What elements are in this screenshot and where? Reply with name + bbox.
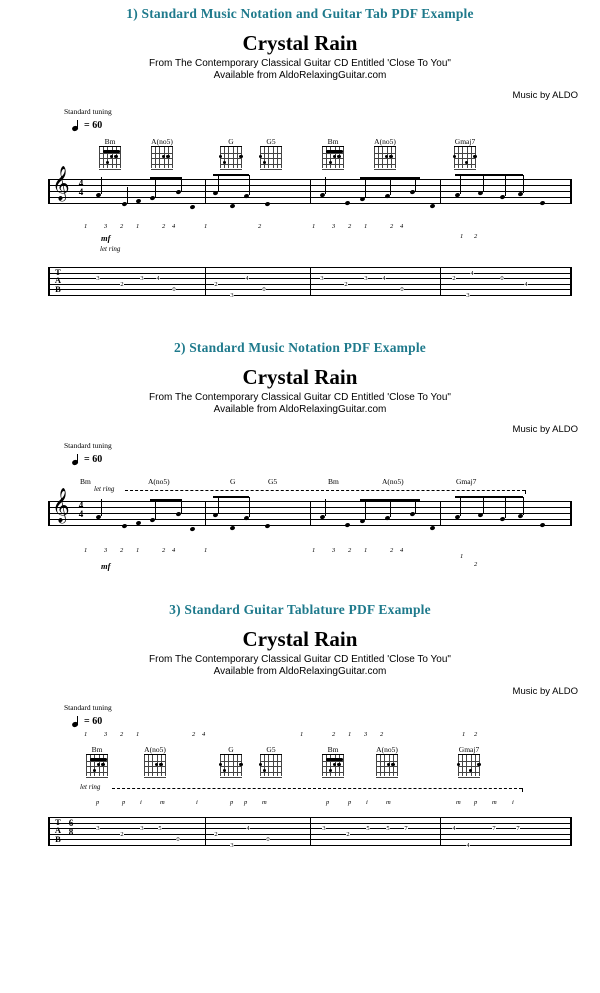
section-1-tempo-value: = 60 [84, 120, 103, 131]
tab-number: 4 [466, 841, 470, 849]
chord-diagram [82, 745, 112, 776]
fingering: 1 [300, 731, 304, 738]
chord-name: G5 [266, 137, 276, 146]
pima-mark: i [366, 799, 368, 806]
let-ring-label: let ring [100, 245, 121, 253]
tab-number: 4 [245, 275, 249, 282]
pima-mark: p [474, 799, 478, 806]
fingering: 1 [460, 553, 464, 560]
tab-number: 3 [364, 275, 368, 282]
tab-number: 0 [400, 286, 404, 293]
chord-diagram [258, 137, 284, 168]
note [429, 203, 435, 209]
chord-grid [260, 754, 282, 776]
chord-name: G [228, 745, 234, 754]
note-stem [390, 177, 391, 195]
pima-mark: m [160, 799, 165, 806]
tab-barline-end [570, 817, 572, 845]
pima-mark: p [230, 799, 234, 806]
note-stem [505, 175, 506, 196]
section-1 [0, 0, 600, 340]
pima-mark: p [348, 799, 352, 806]
chord-diagram [218, 137, 244, 168]
section-1-subtitle-line2: Available from AldoRelaxingGuitar.com [213, 70, 387, 81]
beam [150, 499, 182, 501]
chord-grid [454, 146, 476, 168]
time-signature-top: 6 [68, 818, 74, 828]
barline-start [48, 179, 50, 203]
note [189, 526, 195, 532]
chord-name: G5 [268, 477, 278, 486]
beam [213, 496, 249, 498]
chord-diagram [452, 745, 486, 776]
section-3-credit: Music by ALDO [512, 686, 578, 697]
tab-number: 4 [156, 275, 160, 282]
chord-grid [458, 754, 480, 776]
chord-name: A(no5) [376, 745, 398, 754]
tab-number: 3 [320, 275, 324, 282]
note-stem [249, 175, 250, 195]
tab-number: 2 [214, 830, 218, 838]
section-1-heading: 1) Standard Music Notation and Guitar Tab PDF Example [126, 6, 474, 21]
chord-name: Gmaj7 [454, 137, 476, 146]
tab-barline [440, 817, 441, 845]
fingering: 4 [400, 547, 404, 554]
tab-barline-start [48, 817, 50, 845]
note-stem [523, 497, 524, 515]
note-stem [483, 175, 484, 192]
fingering: 2 [390, 223, 394, 230]
note-stem [415, 499, 416, 513]
chord-grid [322, 146, 344, 168]
fingering: 1 [348, 731, 352, 738]
fingering: 4 [172, 223, 176, 230]
beam [455, 496, 523, 498]
tab-barline-end [570, 267, 572, 295]
chord-diagram [370, 745, 404, 776]
barline [205, 179, 206, 203]
tab-number: 7 [492, 825, 496, 832]
note-stem [483, 497, 484, 514]
section-2-heading: 2) Standard Music Notation PDF Example [174, 340, 426, 355]
time-signature [76, 179, 86, 196]
tab-number: 2 [120, 830, 124, 838]
time-signature-bottom: 8 [68, 826, 74, 837]
section-3-song-title: Crystal Rain [242, 627, 358, 651]
tab-clef: T A B [54, 817, 62, 844]
fingering: 2 [474, 731, 478, 738]
barline [440, 501, 441, 525]
note-stem [460, 497, 461, 516]
section-3-pima-row [0, 799, 600, 813]
pima-mark: p [326, 799, 330, 806]
tab-number: 4 [452, 825, 456, 832]
chord-name: A(no5) [374, 137, 396, 146]
quarter-note-icon [72, 454, 81, 465]
dynamic-mf: mf [101, 233, 111, 243]
tab-number: 0 [172, 286, 176, 293]
note [539, 200, 545, 206]
fingering: 2 [332, 731, 336, 738]
note-stem [101, 499, 102, 516]
note [229, 525, 235, 531]
note-stem [218, 497, 219, 514]
section-1-subtitle-line1: From The Contemporary Classical Guitar CD Entitled 'Close To You" [149, 58, 451, 69]
fingering: 2 [162, 223, 166, 230]
note-stem [218, 175, 219, 192]
barline [310, 501, 311, 525]
section-3-subtitle-line2: Available from AldoRelaxingGuitar.com [213, 666, 387, 677]
section-3 [0, 602, 600, 902]
section-2-tempo-value: = 60 [84, 454, 103, 465]
chord-name: A(no5) [144, 745, 166, 754]
section-3-subtitle-line1: From The Contemporary Classical Guitar CD Entitled 'Close To You" [149, 654, 451, 665]
chord-name: Bm [327, 137, 339, 146]
let-ring-dash [125, 490, 525, 491]
section-2-chord-labels [0, 471, 600, 485]
chord-name: Gmaj7 [458, 745, 480, 754]
fingering: 3 [104, 547, 108, 554]
pima-mark: p [244, 799, 248, 806]
note [429, 525, 435, 531]
tab-number: 4 [524, 280, 528, 288]
note-stem [415, 177, 416, 191]
note-stem [365, 179, 366, 198]
barline-end [570, 179, 572, 203]
tab-number: 0 [500, 275, 504, 282]
note-stem [181, 499, 182, 513]
note-stem [460, 175, 461, 194]
chord-grid [99, 146, 121, 168]
chord-name: A(no5) [382, 477, 404, 486]
section-2-subtitle-line2: Available from AldoRelaxingGuitar.com [213, 404, 387, 415]
note-stem [505, 497, 506, 518]
chord-name: G5 [266, 745, 276, 754]
chord-diagram [145, 137, 179, 168]
time-signature-bottom: 4 [78, 508, 84, 519]
section-3-tempo [72, 716, 600, 727]
tab-number: 3 [230, 841, 234, 849]
treble-clef-icon: 𝄞 [52, 488, 70, 523]
section-3-tab-staff [0, 813, 600, 873]
fingering: 3 [104, 731, 108, 738]
chord-diagram [368, 137, 402, 168]
section-2-tempo [72, 454, 600, 465]
pima-mark: m [386, 799, 391, 806]
tab-number: 2 [214, 280, 218, 288]
fingering: 2 [192, 731, 196, 738]
chord-grid [374, 146, 396, 168]
tab-barline [440, 267, 441, 295]
note-stem [325, 499, 326, 516]
section-1-tuning: Standard tuning [64, 107, 112, 116]
fingering: 2 [380, 731, 384, 738]
tab-number: 2 [120, 280, 124, 288]
beam [213, 174, 249, 176]
tab-number: 7 [516, 825, 520, 832]
fingering: 1 [312, 223, 316, 230]
fingering: 1 [364, 547, 368, 554]
dynamic-mf: mf [101, 561, 111, 571]
time-signature [66, 819, 76, 836]
tab-number: 2 [452, 275, 456, 282]
tab-number: 5 [158, 825, 162, 832]
fingering: 2 [162, 547, 166, 554]
time-signature [76, 501, 86, 518]
pima-mark: p [122, 799, 126, 806]
chord-name: A(no5) [151, 137, 173, 146]
section-3-tuning: Standard tuning [64, 703, 112, 712]
time-signature-bottom: 4 [78, 186, 84, 197]
chord-name: Bm [80, 477, 91, 486]
quarter-note-icon [72, 716, 81, 727]
note-stem [101, 177, 102, 194]
chord-name: G [230, 477, 236, 486]
fingering: 1 [364, 223, 368, 230]
tab-number: 2 [346, 830, 350, 838]
tab-number: 5 [386, 825, 390, 832]
tab-number: 3 [140, 825, 144, 832]
fingering: 2 [474, 233, 478, 240]
chord-grid [220, 146, 242, 168]
note [189, 204, 195, 210]
tab-number: 3 [322, 825, 326, 832]
chord-grid [151, 146, 173, 168]
chord-grid [322, 754, 344, 776]
section-3-chord-diagrams [0, 745, 600, 779]
tab-number: 3 [96, 275, 100, 282]
fingering: 1 [462, 731, 466, 738]
fingering: 2 [120, 223, 124, 230]
fingering: 4 [400, 223, 404, 230]
fingering: 4 [202, 731, 206, 738]
chord-grid [86, 754, 108, 776]
section-1-chord-diagrams [0, 137, 600, 171]
tab-number: 3 [140, 275, 144, 282]
fingering: 2 [120, 731, 124, 738]
barline [440, 179, 441, 203]
chord-name: Bm [91, 745, 103, 754]
tab-number: 4 [382, 275, 386, 282]
let-ring-dash-end [522, 788, 523, 792]
note-stem [365, 501, 366, 520]
note [229, 203, 235, 209]
chord-name: A(no5) [148, 477, 170, 486]
fingering: 1 [84, 223, 88, 230]
tab-number: 0 [262, 286, 266, 293]
tab-number: 3 [466, 291, 470, 299]
barline-end [570, 501, 572, 525]
time-signature-top: 4 [78, 178, 84, 188]
section-3-tempo-value: = 60 [84, 716, 103, 727]
chord-diagram [448, 137, 482, 168]
section-1-notation-staff [0, 166, 600, 267]
tab-number: 2 [344, 280, 348, 288]
chord-diagram [138, 745, 172, 776]
tab-barline [310, 267, 311, 295]
section-2 [0, 340, 600, 602]
note-stem [127, 187, 128, 203]
chord-diagram [95, 137, 125, 168]
fingering: 1 [460, 233, 464, 240]
quarter-note-icon [72, 120, 81, 131]
note-stem [181, 177, 182, 191]
fingering: 1 [84, 731, 88, 738]
chord-diagram [318, 137, 348, 168]
chord-name: Bm [328, 477, 339, 486]
section-3-heading: 3) Standard Guitar Tablature PDF Example [169, 602, 431, 617]
fingering: 2 [348, 547, 352, 554]
section-1-song-title: Crystal Rain [242, 31, 358, 55]
chord-grid [260, 146, 282, 168]
barline-start [48, 501, 50, 525]
pima-mark: i [196, 799, 198, 806]
treble-clef-icon: 𝄞 [52, 166, 70, 201]
chord-name: Bm [327, 745, 339, 754]
tab-number: 3 [230, 291, 234, 299]
beam [150, 177, 182, 179]
fingering: 1 [312, 547, 316, 554]
fingering: 2 [120, 547, 124, 554]
tab-number: 4 [246, 825, 250, 832]
note-stem [155, 179, 156, 197]
tab-number: 5 [366, 825, 370, 832]
tab-number: 3 [96, 825, 100, 832]
chord-grid [220, 754, 242, 776]
note-stem [325, 177, 326, 194]
fingering: 3 [332, 223, 336, 230]
chord-diagram [218, 745, 244, 776]
time-signature-top: 4 [78, 500, 84, 510]
section-1-credit: Music by ALDO [512, 90, 578, 101]
fingering: 1 [136, 731, 140, 738]
let-ring-dash [112, 788, 522, 789]
section-2-credit: Music by ALDO [512, 424, 578, 435]
section-2-tuning: Standard tuning [64, 441, 112, 450]
fingering: 2 [474, 561, 478, 568]
section-3-letring-row [0, 783, 600, 799]
tab-clef: T A B [54, 267, 62, 294]
note-stem [249, 497, 250, 517]
section-1-tempo [72, 120, 600, 131]
pima-mark: i [512, 799, 514, 806]
fingering: 4 [172, 547, 176, 554]
pima-mark: m [456, 799, 461, 806]
fingering: 1 [204, 223, 208, 230]
pima-mark: p [96, 799, 100, 806]
note-stem [155, 501, 156, 519]
chord-grid [144, 754, 166, 776]
pima-mark: m [492, 799, 497, 806]
chord-name: Gmaj7 [456, 477, 477, 486]
section-3-fingering-row [0, 731, 600, 743]
fingering: 1 [136, 547, 140, 554]
fingering: 2 [348, 223, 352, 230]
fingering: 2 [258, 223, 262, 230]
tab-barline-start [48, 267, 50, 295]
fingering: 1 [136, 223, 140, 230]
let-ring-label: let ring [80, 783, 101, 791]
tab-number: 0 [176, 836, 180, 843]
chord-diagram [318, 745, 348, 776]
pima-mark: i [140, 799, 142, 806]
section-1-tab-staff [0, 267, 600, 307]
barline [205, 501, 206, 525]
section-2-notation-staff [0, 485, 600, 585]
tab-barline [310, 817, 311, 845]
chord-name: G [228, 137, 234, 146]
beam [455, 174, 523, 176]
chord-grid [376, 754, 398, 776]
fingering: 1 [84, 547, 88, 554]
fingering: 3 [104, 223, 108, 230]
let-ring-dash-end [525, 490, 526, 494]
fingering: 3 [364, 731, 368, 738]
fingering: 3 [332, 547, 336, 554]
fingering: 1 [204, 547, 208, 554]
note-stem [390, 499, 391, 517]
barline [310, 179, 311, 203]
pima-mark: m [262, 799, 267, 806]
section-2-song-title: Crystal Rain [242, 365, 358, 389]
tab-number: 4 [470, 270, 474, 277]
note-stem [523, 175, 524, 193]
tab-number: 0 [266, 836, 270, 843]
note [344, 200, 350, 206]
chord-name: Bm [104, 137, 116, 146]
tab-number: 7 [404, 825, 408, 832]
tab-barline [205, 817, 206, 845]
section-2-subtitle-line1: From The Contemporary Classical Guitar CD Entitled 'Close To You" [149, 392, 451, 403]
note [539, 522, 545, 528]
let-ring-label: let ring [94, 485, 115, 493]
chord-diagram [258, 745, 284, 776]
fingering: 2 [390, 547, 394, 554]
note [344, 522, 350, 528]
tab-barline [205, 267, 206, 295]
